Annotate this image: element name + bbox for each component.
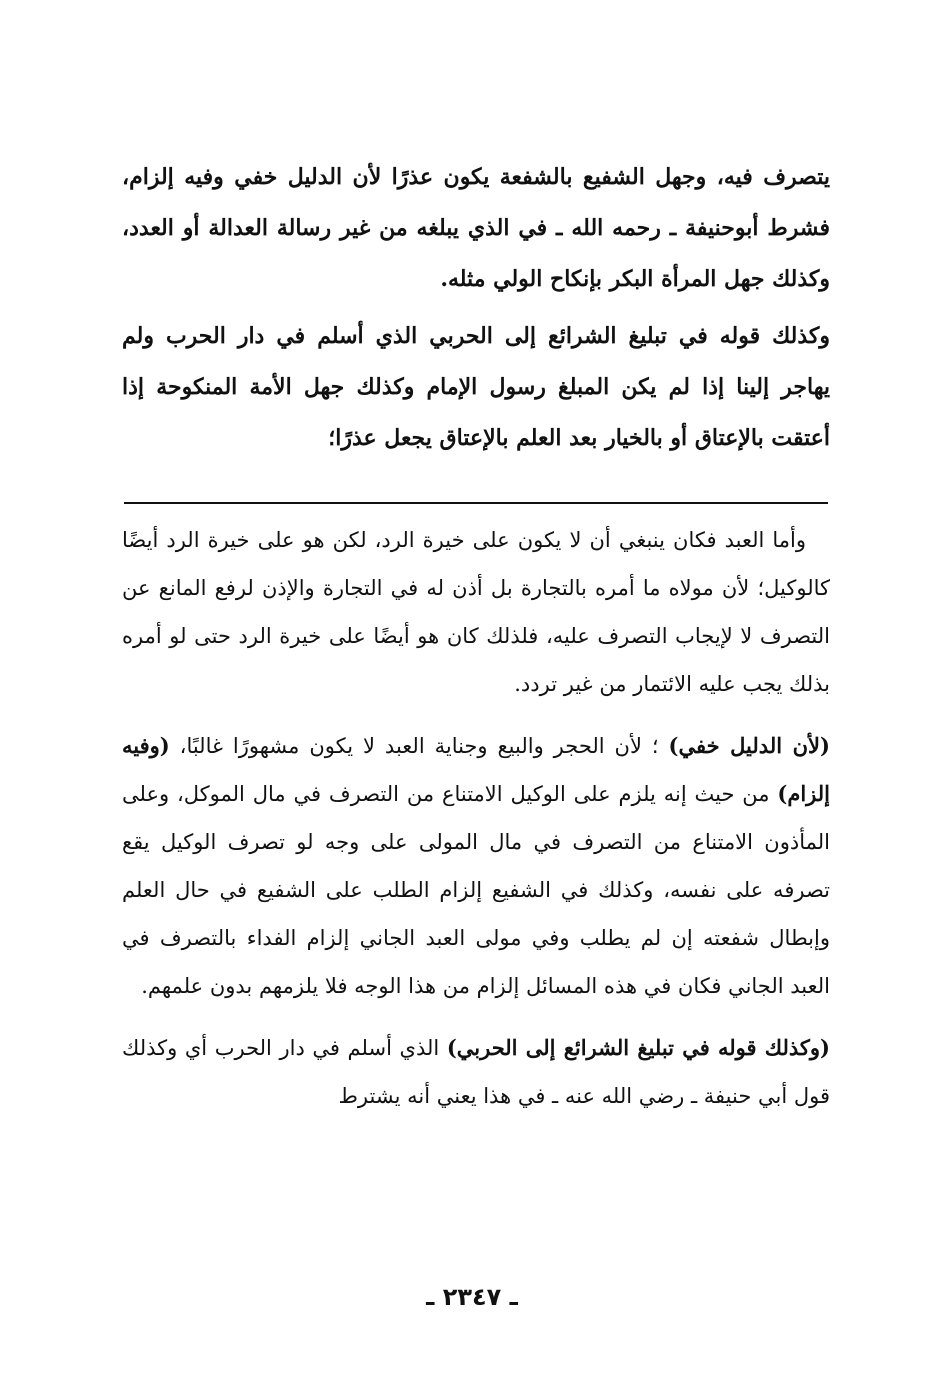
commentary-paragraph-2: [122, 722, 830, 1010]
footnote-divider: [124, 502, 828, 504]
commentary-text-segment: ؛ لأن الحجر والبيع وجناية العبد لا يكون مشهورًا غالبًا،: [179, 734, 659, 758]
main-text: [122, 152, 830, 464]
quoted-phrase: (لأن الدليل خفي): [668, 733, 830, 758]
quoted-phrase: (وفيه إلزام): [122, 733, 830, 806]
main-paragraph-2: وكذلك قوله في تبليغ الشرائع إلى الحربي الذي أسلم في دار الحرب ولم يهاجر إلينا إذا لم يكن المبلغ رسول الإمام وكذلك جهل الأمة المنكوحة إذا أعتقت بالإعتاق أو بالخيار بعد العلم بالإعتاق يجعل عذرًا؛: [122, 323, 830, 451]
commentary-text-segment: من حيث إنه يلزم على الوكيل الامتناع من التصرف في مال الموكل، وعلى المأذون الامتناع من التصرف في مال المولى على وجه لو تصرف الوكيل يقع تصرفه على نفسه، وكذلك في الشفيع إلزام الطلب على الشفيع في حال العلم وإبطال شفعته إن لم يطلب وفي مولى العبد الجاني إلزام الفداء بالتصرف في العبد الجاني فكان في هذه المسائل إلزام من هذا الوجه فلا يلزمهم بدون علمهم.: [122, 782, 830, 998]
commentary-paragraph-3: [122, 1024, 830, 1120]
commentary-text-segment: الذي أسلم في دار الحرب أي وكذلك قول أبي حنيفة ـ رضي الله عنه ـ في هذا يعني أنه يشترط: [122, 1036, 830, 1108]
quoted-phrase: (وكذلك قوله في تبليغ الشرائع إلى الحربي): [446, 1035, 830, 1060]
commentary-paragraph-1: وأما العبد فكان ينبغي أن لا يكون على خيرة الرد، لكن هو على خيرة الرد أيضًا كالوكيل؛ لأن مولاه ما أمره بالتجارة بل أذن له في التجارة والإذن لرفع المانع عن التصرف لا لإيجاب التصرف عليه، فلذلك كان هو أيضًا على خيرة الرد حتى لو أمره بذلك يجب عليه الائتمار من غير تردد.: [122, 528, 830, 696]
main-paragraph-1: يتصرف فيه، وجهل الشفيع بالشفعة يكون عذرًا لأن الدليل خفي وفيه إلزام، فشرط أبوحنيفة ـ رحمه الله ـ في الذي يبلغه من غير رسالة العدالة أو العدد، وكذلك جهل المرأة البكر بإنكاح الولي مثله.: [122, 164, 830, 292]
page-number: ـ ٢٣٤٧ ـ: [426, 1283, 518, 1311]
commentary-text: [122, 516, 830, 1120]
